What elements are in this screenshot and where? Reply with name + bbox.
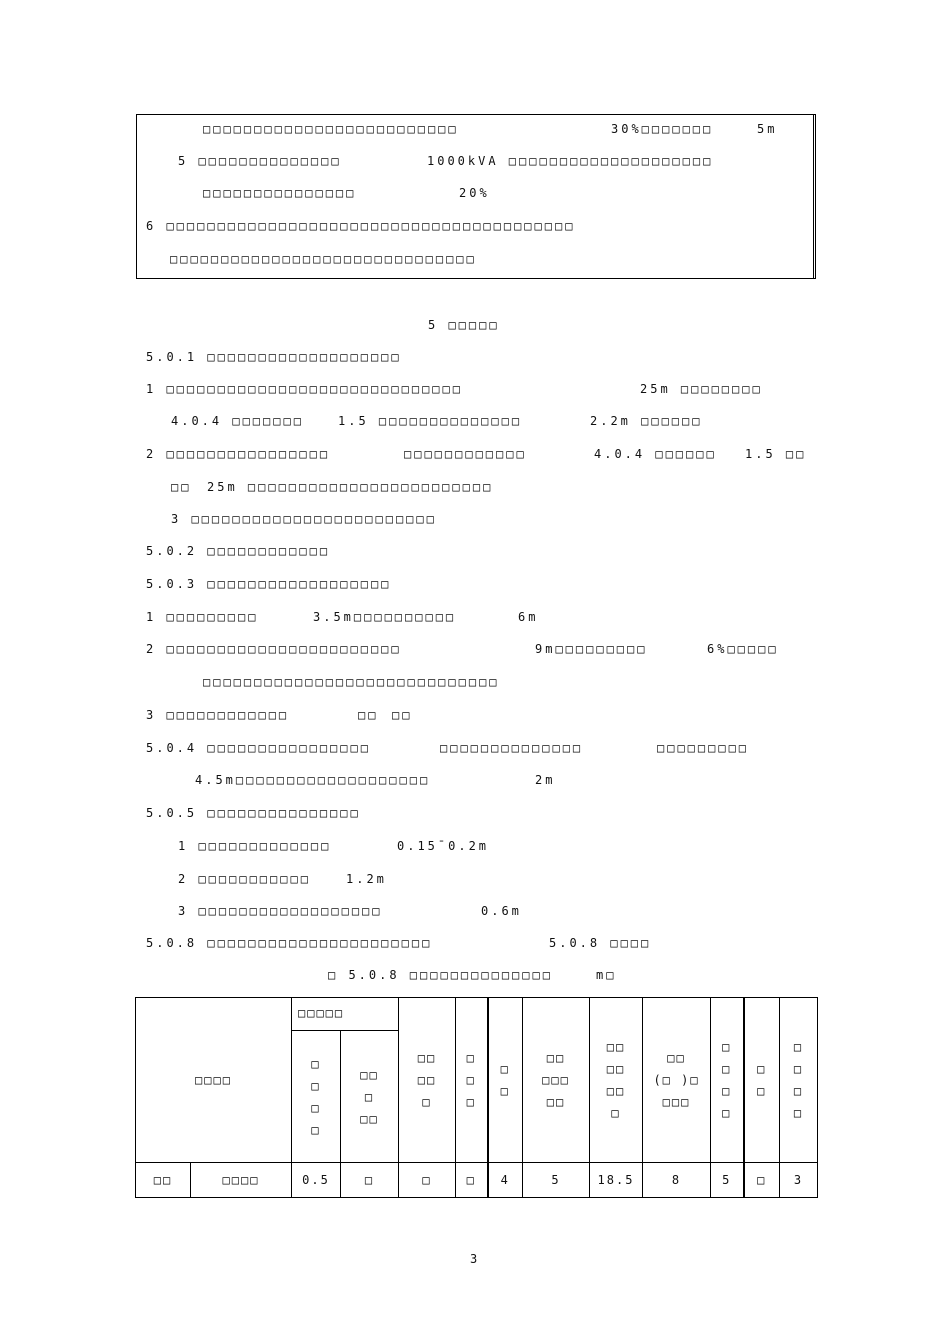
header-k: □ □ □ □ xyxy=(780,998,818,1163)
header-g: □□ □□ □□ □ xyxy=(590,998,643,1163)
item-j2-text: 2 □□□□□□□□□□□□□□□□□□□□□□□ xyxy=(146,642,402,656)
section-heading: 5 □□□□□ xyxy=(428,318,500,332)
item-k1-range: 0.15¯0.2m xyxy=(397,839,490,853)
item-j2-distance: 9m□□□□□□□□□ xyxy=(535,642,648,656)
header-j: □ □ xyxy=(744,998,780,1163)
item-k2-text: 2 □□□□□□□□□□□ xyxy=(178,872,311,886)
row-cell-9: 8 xyxy=(643,1163,711,1198)
item-2-cont: □□ xyxy=(171,480,192,494)
box-line3-text: □□□□□□□□□□□□□□□ xyxy=(203,186,357,200)
clause-5-0-1: 5.0.1 □□□□□□□□□□□□□□□□□□□ xyxy=(146,350,402,364)
item-2-ratio: 1.5 □□ xyxy=(745,447,807,461)
header-c: □□ □□ □ xyxy=(399,998,456,1163)
item-j3-end: □□ xyxy=(392,708,413,722)
table-caption-unit: m□ xyxy=(596,968,617,982)
header-name: □□□□ xyxy=(136,998,292,1163)
item-k3-text: 3 □□□□□□□□□□□□□□□□□□ xyxy=(178,904,383,918)
row-cell-1: □□□□ xyxy=(191,1163,292,1198)
box-line1-percent: 30%□□□□□□□ xyxy=(611,122,714,136)
item-j3-mid: □□ xyxy=(358,708,379,722)
item-j2-cont: □□□□□□□□□□□□□□□□□□□□□□□□□□□□□ xyxy=(203,675,500,689)
item-3-text: 3 □□□□□□□□□□□□□□□□□□□□□□□□ xyxy=(171,512,437,526)
header-h: □□ (□ )□ □□□ xyxy=(643,998,711,1163)
item-j2-percent: 6%□□□□□ xyxy=(707,642,779,656)
table-caption: □ 5.0.8 □□□□□□□□□□□□□□ xyxy=(328,968,553,982)
clause-5-0-8-ref: 5.0.8 □□□□ xyxy=(549,936,652,950)
row-cell-6: 4 xyxy=(488,1163,523,1198)
header-d: □ □ □ xyxy=(456,998,488,1163)
box-line4-text: 6 □□□□□□□□□□□□□□□□□□□□□□□□□□□□□□□□□□□□□□□□ xyxy=(146,219,576,233)
clearance-table xyxy=(135,997,818,1198)
row-cell-5: □ xyxy=(456,1163,488,1198)
clause-5-0-4-distance: 2m xyxy=(535,773,556,787)
item-1-text: 1 □□□□□□□□□□□□□□□□□□□□□□□□□□□□□ xyxy=(146,382,463,396)
item-j1-width: 3.5m□□□□□□□□□□ xyxy=(313,610,457,624)
header-i: □ □ □ □ xyxy=(711,998,744,1163)
clause-5-0-4-mid: □□□□□□□□□□□□□□ xyxy=(440,741,584,755)
note-box-double-rule xyxy=(813,114,814,279)
row-cell-11: □ xyxy=(744,1163,780,1198)
item-j1-text: 1 □□□□□□□□□ xyxy=(146,610,259,624)
box-line1-distance: 5m xyxy=(757,122,778,136)
row-cell-10: 5 xyxy=(711,1163,744,1198)
header-group: □□□□□ xyxy=(292,998,399,1031)
clause-5-0-8: 5.0.8 □□□□□□□□□□□□□□□□□□□□□□ xyxy=(146,936,433,950)
box-line2-capacity: 1000kVA □□□□□□□□□□□□□□□□□□□□ xyxy=(427,154,714,168)
header-a: □ □ □ □ xyxy=(292,1031,341,1163)
item-2-ref: 4.0.4 □□□□□□ xyxy=(594,447,717,461)
row-cell-12: 3 xyxy=(780,1163,818,1198)
row-cell-2: 0.5 xyxy=(292,1163,341,1198)
item-k1-text: 1 □□□□□□□□□□□□□ xyxy=(178,839,332,853)
box-line2-text: 5 □□□□□□□□□□□□□□ xyxy=(178,154,342,168)
header-e: □ □ xyxy=(488,998,523,1163)
item-1-distance: 25m □□□□□□□□ xyxy=(640,382,763,396)
item-2-text: 2 □□□□□□□□□□□□□□□□ xyxy=(146,447,331,461)
clause-5-0-3: 5.0.3 □□□□□□□□□□□□□□□□□□ xyxy=(146,577,392,591)
clause-5-0-2: 5.0.2 □□□□□□□□□□□□ xyxy=(146,544,331,558)
item-j1-distance: 6m xyxy=(518,610,539,624)
header-f: □□ □□□ □□ xyxy=(523,998,590,1163)
row-cell-0: □□ xyxy=(136,1163,191,1198)
row-cell-4: □ xyxy=(399,1163,456,1198)
box-line1-text: □□□□□□□□□□□□□□□□□□□□□□□□□ xyxy=(203,122,459,136)
box-line5-text: □□□□□□□□□□□□□□□□□□□□□□□□□□□□□□ xyxy=(170,252,477,266)
item-1-ratio: 1.5 □□□□□□□□□□□□□□ xyxy=(338,414,523,428)
box-line3-percent: 20% xyxy=(459,186,490,200)
clause-5-0-4: 5.0.4 □□□□□□□□□□□□□□□□ xyxy=(146,741,371,755)
page-number: 3 xyxy=(470,1252,478,1266)
clause-5-0-4-end: □□□□□□□□□ xyxy=(657,741,750,755)
item-k3-value: 0.6m xyxy=(481,904,522,918)
item-j3-text: 3 □□□□□□□□□□□□ xyxy=(146,708,290,722)
header-b: □□ □ □□ xyxy=(341,1031,399,1163)
item-2-mid: □□□□□□□□□□□□ xyxy=(404,447,527,461)
table-row xyxy=(136,1163,818,1198)
row-cell-8: 18.5 xyxy=(590,1163,643,1198)
clause-5-0-5: 5.0.5 □□□□□□□□□□□□□□□ xyxy=(146,806,361,820)
item-1-ref: 4.0.4 □□□□□□□ xyxy=(171,414,304,428)
item-k2-value: 1.2m xyxy=(346,872,387,886)
item-2-distance: 25m □□□□□□□□□□□□□□□□□□□□□□□□ xyxy=(207,480,494,494)
clause-5-0-4-cont: 4.5m□□□□□□□□□□□□□□□□□□□ xyxy=(195,773,431,787)
row-cell-3: □ xyxy=(341,1163,399,1198)
item-1-height: 2.2m □□□□□□ xyxy=(590,414,703,428)
row-cell-7: 5 xyxy=(523,1163,590,1198)
